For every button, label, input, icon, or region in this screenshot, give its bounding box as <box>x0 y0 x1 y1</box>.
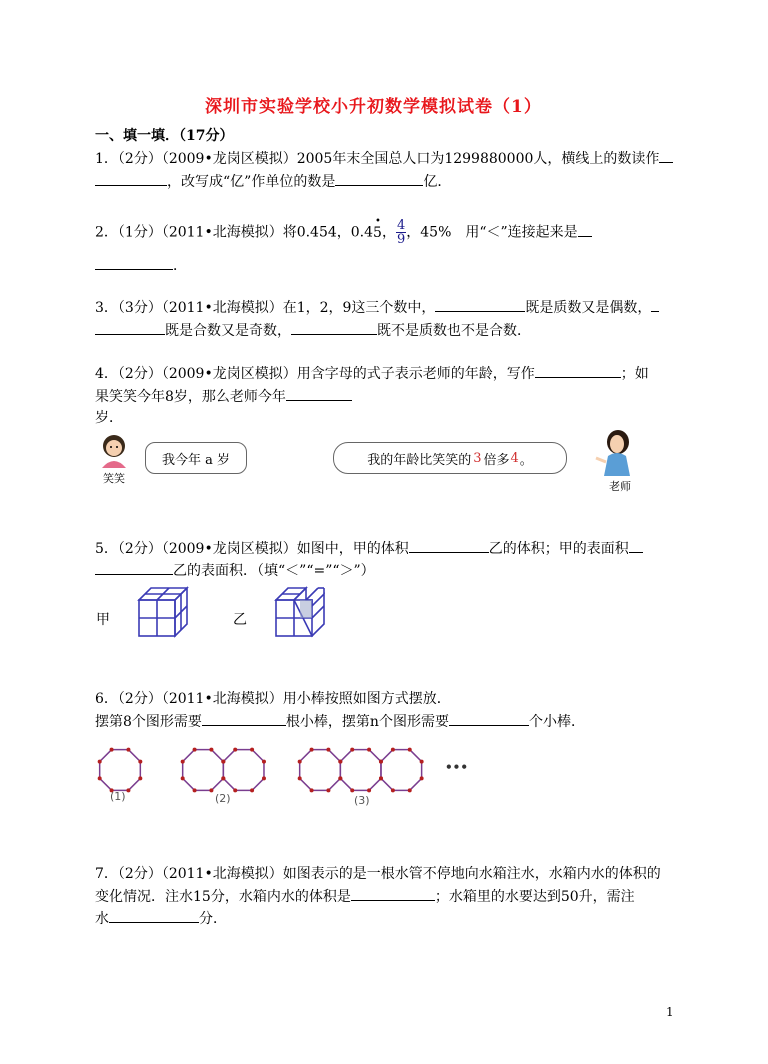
octagon-shape <box>300 750 341 791</box>
q2-fraction: $\frac{4}{9}$ <box>396 218 406 247</box>
octagon-vertex <box>233 748 237 752</box>
octagon-vertex <box>250 788 254 792</box>
q5-blank-b[interactable] <box>629 537 643 553</box>
q5-text-1b: 乙的体积；甲的表面积 <box>488 541 629 557</box>
q6-blank-b[interactable] <box>449 710 529 726</box>
octagon-vertex <box>262 776 266 780</box>
octagon-vertex <box>138 760 142 764</box>
q7-text-3a: 水 <box>95 911 109 927</box>
octagon-vertex <box>310 748 314 752</box>
octagon-vertex <box>338 760 342 764</box>
q3-blank-a[interactable] <box>435 296 525 312</box>
q4-text-1b: ；如 <box>620 366 649 382</box>
question-6-line1: 6．（2分）（2011•北海模拟）用小棒按照如图方式摆放． <box>95 691 451 707</box>
question-7-line1: 7．（2分）（2011•北海模拟）如图表示的是一根水管不停地向水箱注水，水箱内水的体积的 <box>95 866 661 882</box>
q7-blank-b[interactable] <box>109 907 199 923</box>
octagon-vertex <box>391 748 395 752</box>
octagon-vertex <box>408 748 412 752</box>
octagon-vertex <box>367 748 371 752</box>
octagon-vertex <box>338 776 342 780</box>
question-5-line1 <box>95 537 643 558</box>
q5-blank-a[interactable] <box>409 537 489 553</box>
octagon-vertex <box>326 788 330 792</box>
q1-text-2b: 亿． <box>423 174 452 190</box>
page-title: 深圳市实验学校小升初数学模拟试卷（1） <box>205 97 542 117</box>
q7-text-2b: ；水箱里的水要达到50升，需注 <box>434 889 635 905</box>
label-jia: 甲 <box>96 612 110 628</box>
q1-blank-b[interactable] <box>95 170 167 186</box>
octagon-vertex <box>181 776 185 780</box>
question-4-line1 <box>95 362 649 383</box>
octagon-vertex <box>262 760 266 764</box>
octagon-vertex <box>181 760 185 764</box>
octagon-shape <box>223 750 264 791</box>
q2-repeating-digit: • 5 <box>373 215 382 241</box>
q5-blank-c[interactable] <box>95 559 173 575</box>
octagon-vertex <box>126 788 130 792</box>
q4-text-1a: 4．（2分）（2009•龙岗区模拟）用含字母的式子表示老师的年龄，写作 <box>95 366 535 382</box>
question-2-line1 <box>95 215 592 247</box>
octagon-vertex <box>221 760 225 764</box>
question-6-line2 <box>95 710 585 731</box>
octagon-vertex <box>420 776 424 780</box>
octagon-vertex <box>250 748 254 752</box>
caption-2: (2) <box>215 792 231 805</box>
octagon-vertex <box>350 748 354 752</box>
octagon-vertex <box>379 760 383 764</box>
q6-text-2b: 根小棒，摆第n个图形需要 <box>285 714 449 730</box>
q3-blank-d[interactable] <box>291 319 377 335</box>
page-number: 1 <box>666 1005 674 1019</box>
q3-blank-c[interactable] <box>95 319 165 335</box>
octagon-vertex <box>233 788 237 792</box>
section-heading: 一、填一填．（17分） <box>95 128 234 144</box>
octagon-vertex <box>193 748 197 752</box>
octagon-vertex <box>326 748 330 752</box>
cube-figure-jia <box>135 584 195 640</box>
q3-text-2b: 既不是质数也不是合数． <box>377 323 531 339</box>
q6-text-2c: 个小棒． <box>528 714 585 730</box>
q5-text-2: 乙的表面积．（填“＜”“=”“＞”） <box>173 563 375 579</box>
question-2-line2 <box>95 254 187 275</box>
q3-text-1b: 既是质数又是偶数， <box>525 300 652 316</box>
octagon-shape <box>381 750 422 791</box>
octagon-shape <box>100 750 141 791</box>
octagon-vertex <box>310 788 314 792</box>
octagon-pattern <box>90 740 490 800</box>
q3-text-1a: 3．（3分）（2011•北海模拟）在1，2，9这三个数中， <box>95 300 436 316</box>
q6-blank-a[interactable] <box>202 710 286 726</box>
q2-comma: ， <box>381 224 396 241</box>
question-1-line1 <box>95 147 673 168</box>
q2-text-post: ，45% 用“＜”连接起来是 <box>406 224 578 241</box>
octagon-vertex <box>350 788 354 792</box>
q7-blank-a[interactable] <box>351 885 435 901</box>
question-4-line2 <box>95 385 352 406</box>
girl-illustration <box>96 432 132 468</box>
question-7-line2 <box>95 885 635 906</box>
octagon-vertex <box>209 748 213 752</box>
teacher-illustration <box>592 428 638 476</box>
q1-blank-a[interactable] <box>659 147 673 163</box>
octagon-vertex <box>420 760 424 764</box>
caption-1: (1) <box>110 790 126 803</box>
octagon-vertex <box>379 776 383 780</box>
question-3-line1 <box>95 296 659 317</box>
q6-text-2a: 摆第8个图形需要 <box>95 714 202 730</box>
question-4-line3: 岁． <box>95 410 123 426</box>
octagon-vertex <box>126 748 130 752</box>
octagon-vertex <box>391 788 395 792</box>
octagon-vertex <box>110 748 114 752</box>
octagon-vertex <box>209 788 213 792</box>
octagon-vertex <box>98 760 102 764</box>
q2-end: ． <box>173 258 187 274</box>
question-3-line2 <box>95 319 531 340</box>
q7-text-2a: 变化情况．注水15分，水箱内水的体积是 <box>95 889 351 905</box>
octagon-vertex <box>408 788 412 792</box>
caption-3: (3) <box>354 794 370 807</box>
octagon-shape <box>340 750 381 791</box>
label-teacher: 老师 <box>609 480 631 493</box>
octagon-vertex <box>138 776 142 780</box>
question-5-line2 <box>95 559 375 580</box>
speech-bubble-student: 我今年 a 岁 <box>145 442 247 474</box>
octagon-vertex <box>98 776 102 780</box>
octagon-vertex <box>298 776 302 780</box>
question-7-line3 <box>95 907 227 928</box>
cube-figure-yi <box>272 584 332 640</box>
octagon-vertex <box>298 760 302 764</box>
ellipsis-dots: ••• <box>445 760 469 774</box>
question-1-line2 <box>95 170 451 191</box>
q1-blank-c[interactable] <box>335 170 423 186</box>
octagon-shape <box>183 750 224 791</box>
q5-text-1a: 5．（2分）（2009•龙岗区模拟）如图中，甲的体积 <box>95 541 409 557</box>
q3-text-2a: 既是合数又是奇数， <box>165 323 291 339</box>
octagon-vertex <box>221 776 225 780</box>
label-yi: 乙 <box>233 612 247 628</box>
q3-blank-b[interactable] <box>651 296 659 312</box>
q4-blank-b[interactable] <box>286 385 352 401</box>
q1-text: 1．（2分）（2009•龙岗区模拟）2005年末全国总人口为1299880000人，横线上的数读作 <box>95 151 660 167</box>
q2-blank-a[interactable] <box>578 221 592 237</box>
q1-text-2a: ，改写成“亿”作单位的数是 <box>167 174 336 190</box>
octagon-vertex <box>193 788 197 792</box>
q7-text-3b: 分． <box>199 911 227 927</box>
q4-blank-a[interactable] <box>535 362 621 378</box>
label-xiaoxiao: 笑笑 <box>103 472 125 485</box>
speech-bubble-teacher: 我的年龄比笑笑的 3 倍多 4 。 <box>333 442 567 474</box>
q2-blank-b[interactable] <box>95 254 173 270</box>
q4-text-2: 果笑笑今年8岁，那么老师今年 <box>95 389 286 405</box>
octagon-vertex <box>367 788 371 792</box>
q2-text: 2．（1分）（2011•北海模拟）将0.454，0.4 <box>95 224 374 241</box>
